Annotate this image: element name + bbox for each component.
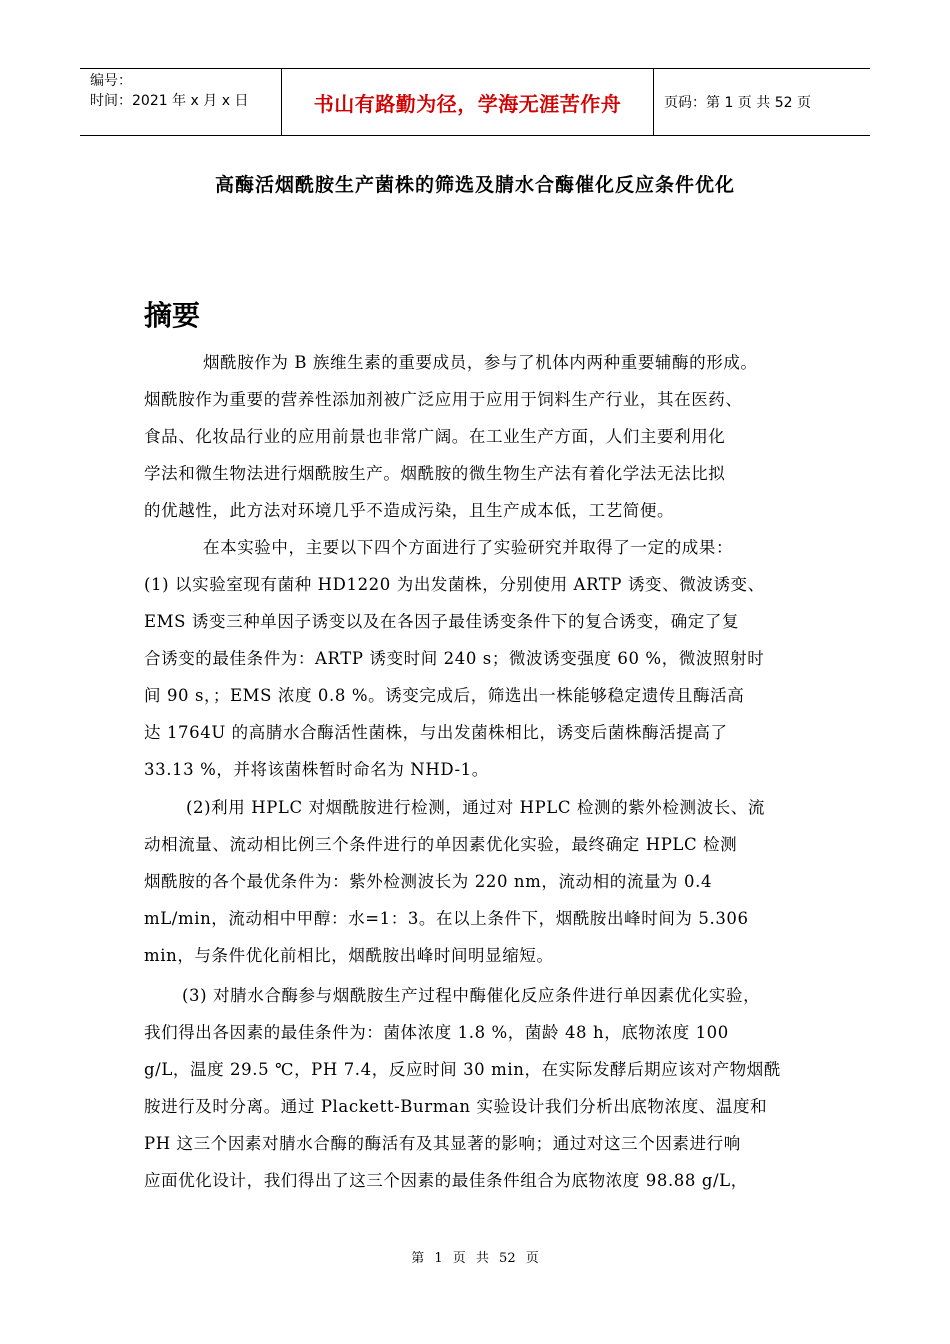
body-line: 的优越性，此方法对环境几乎不造成污染，且生产成本低，工艺简便。 — [144, 501, 675, 520]
header-page-info-cell — [654, 69, 870, 135]
body-line: (2)利用 HPLC 对烟酰胺进行检测，通过对 HPLC 检测的紫外检测波长、流 — [186, 798, 765, 817]
body-line: mL/min，流动相中甲醇：水=1：3。在以上条件下，烟酰胺出峰时间为 5.306 — [144, 909, 749, 928]
body-line: 食品、化妆品行业的应用前景也非常广阔。在工业生产方面，人们主要利用化 — [144, 427, 726, 446]
document-header — [80, 68, 870, 136]
header-motto: 书山有路勤为径，学海无涯苦作舟 — [313, 91, 622, 116]
body-line: 33.13 %，并将该菌株暂时命名为 NHD-1。 — [144, 760, 489, 779]
body-line: 胺进行及时分离。通过 Plackett-Burman 实验设计我们分析出底物浓度、温度和 — [144, 1097, 768, 1116]
body-line: 动相流量、流动相比例三个条件进行的单因素优化实验，最终确定 HPLC 检测 — [144, 835, 738, 854]
body-line: 应面优化设计，我们得出了这三个因素的最佳条件组合为底物浓度 98.88 g/L， — [144, 1171, 748, 1190]
body-line: (1) 以实验室现有菌种 HD1220 为出发菌株，分别使用 ARTP 诱变、微波诱变、 — [144, 575, 765, 594]
body-line: g/L，温度 29.5 ℃，PH 7.4，反应时间 30 min，在实际发酵后期应该对产物烟酰 — [144, 1060, 781, 1079]
body-line: 烟酰胺作为 B 族维生素的重要成员，参与了机体内两种重要辅酶的形成。 — [203, 353, 758, 372]
body-line: EMS 诱变三种单因子诱变以及在各因子最佳诱变条件下的复合诱变，确定了复 — [144, 612, 740, 631]
body-line: 烟酰胺作为重要的营养性添加剂被广泛应用于应用于饲料生产行业，其在医药、 — [144, 390, 743, 409]
body-line: 合诱变的最佳条件为：ARTP 诱变时间 240 s；微波诱变强度 60 %，微波照射时 — [144, 649, 765, 668]
header-meta — [80, 69, 281, 135]
document-title: 高酶活烟酰胺生产菌株的筛选及腈水合酶催化反应条件优化 — [214, 174, 735, 196]
header-page-info: 页码：第 1 页 共 52 页 — [664, 95, 811, 111]
body-line: PH 这三个因素对腈水合酶的酶活有及其显著的影响；通过对这三个因素进行响 — [144, 1134, 741, 1153]
body-line: 间 90 s，；EMS 浓度 0.8 %。诱变完成后，筛选出一株能够稳定遗传且酶活高 — [144, 686, 745, 705]
body-line: 我们得出各因素的最佳条件为：菌体浓度 1.8 %，菌龄 48 h，底物浓度 100 — [144, 1023, 729, 1042]
document-date: 时间：2021 年 x 月 x 日 — [90, 93, 249, 109]
header-motto-cell — [281, 69, 654, 135]
body-line: 学法和微生物法进行烟酰胺生产。烟酰胺的微生物生产法有着化学法无法比拟 — [144, 464, 726, 483]
body-line: 烟酰胺的各个最优条件为：紫外检测波长为 220 nm，流动相的流量为 0.4 — [144, 872, 713, 891]
document-number-label: 编号： — [90, 73, 132, 89]
page-footer: 第 1 页 共 52 页 — [411, 1251, 539, 1266]
body-line: min，与条件优化前相比，烟酰胺出峰时间明显缩短。 — [144, 946, 554, 965]
abstract-heading: 摘要 — [144, 299, 201, 332]
body-line: 在本实验中，主要以下四个方面进行了实验研究并取得了一定的成果： — [203, 538, 734, 557]
body-line: (3) 对腈水合酶参与烟酰胺生产过程中酶催化反应条件进行单因素优化实验， — [182, 986, 761, 1005]
body-line: 达 1764U 的高腈水合酶活性菌株，与出发菌株相比，诱变后菌株酶活提高了 — [144, 723, 728, 742]
